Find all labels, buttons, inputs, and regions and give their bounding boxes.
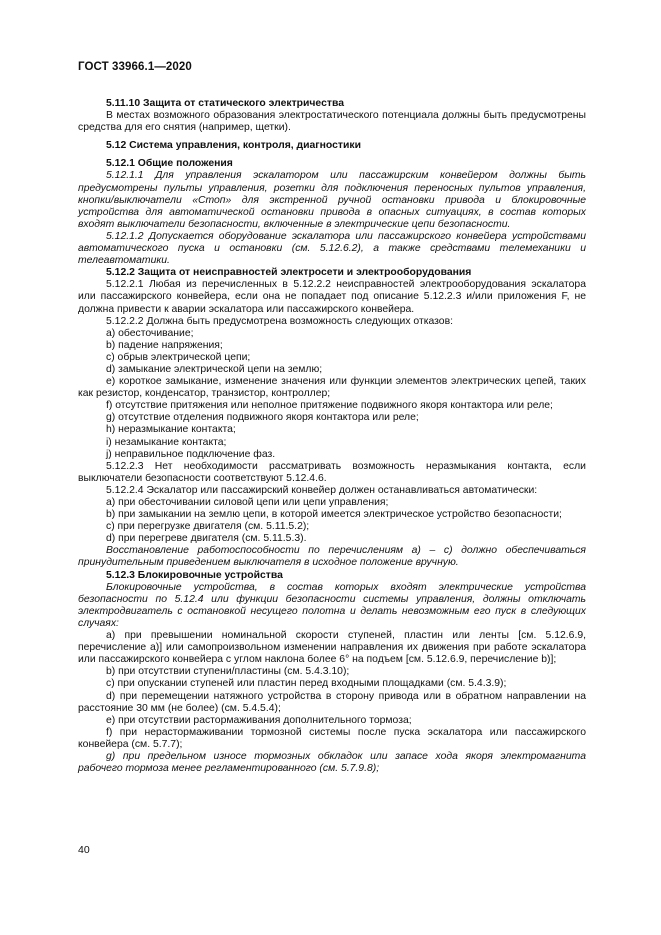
heading-5-12-3: 5.12.3 Блокировочные устройства	[106, 569, 283, 581]
list-item: b) при отсутствии ступени/пластины (см. 5.4.3.10);	[106, 666, 350, 678]
page-number: 40	[78, 844, 90, 856]
paragraph-5-12-2-1: 5.12.2.1 Любая из перечисленных в 5.12.2.2 неисправностей электрооборудования эскалатора или пассажирского конвейера, если она не попадает под описание 5.12.2.3 и/или приложения F, не должна привести к аварии эскалатора или пассажирского конвейера.	[78, 279, 586, 315]
document-header: ГОСТ 33966.1—2020	[78, 61, 192, 73]
list-item: h) неразмыкание контакта;	[106, 424, 236, 436]
heading-5-12-2: 5.12.2 Защита от неисправностей электросети и электрооборудования	[106, 267, 472, 279]
list-item: a) при обесточивании силовой цепи или цепи управления;	[106, 497, 389, 508]
list-item: c) при перегрузке двигателя (см. 5.11.5.2);	[106, 521, 310, 533]
paragraph-restore-note: Восстановление работоспособности по перечислениям a) – c) должно обеспечиваться принудительным приведением выключателя в исходное положение вручную.	[78, 545, 586, 569]
paragraph-5-11-10: В местах возможного образования электростатического потенциала должны быть предусмотрены средства для его снятия (например, щетки).	[78, 110, 586, 134]
list-item: d) замыкание электрической цепи на землю;	[106, 363, 323, 375]
paragraph-5-12-2-4: 5.12.2.4 Эскалатор или пассажирский конвейер должен останавливаться автоматически:	[106, 484, 538, 496]
paragraph-5-12-2-3: 5.12.2.3 Нет необходимости рассматривать возможность неразмыкания контакта, если выключатели безопасности соответствуют 5.12.4.6.	[78, 460, 586, 484]
paragraph-5-12-1-1: 5.12.1.1 Для управления эскалатором или пассажирским конвейером должны быть предусмотрены пульты управления, розетки для подключения переносных пультов управления, кнопки/выключатели «Стоп» для экстренной ручной остановки привода и блокировочные устройства для автоматической остановки привода в опасных ситуациях, в состав которых входят выключатели безопасности, включенные в электрические цепи безопасности.	[78, 170, 586, 230]
list-item: f) отсутствие притяжения или неполное притяжение подвижного якоря контактора или реле;	[106, 400, 553, 412]
list-item: e) короткое замыкание, изменение значения или функции элементов электрических цепей, таких как резистор, конденсатор, транзистор, контроллер;	[78, 376, 586, 400]
list-item: b) при замыкании на землю цепи, в которой имеется электрическое устройство безопасности;	[106, 509, 562, 521]
paragraph-5-12-1-2: 5.12.1.2 Допускается оборудование эскалатора или пассажирского конвейера устройствами автоматического пуска и остановки (см. 5.12.6.2), а также средствами телемеханики и телеавтоматики.	[78, 230, 586, 267]
list-item: g) отсутствие отделения подвижного якоря контактора или реле;	[106, 412, 419, 424]
list-item: j) неправильное подключение фаз.	[106, 448, 276, 460]
list-item: g) при предельном износе тормозных обкладок или запасе хода якоря электромагнита рабочего тормоза менее регламентированного (см. 5.7.9.8);	[78, 750, 586, 775]
heading-5-11-10: 5.11.10 Защита от статического электричества	[106, 98, 344, 109]
list-item: a) обесточивание;	[106, 327, 194, 339]
list-item: e) при отсутствии растормаживания дополнительного тормоза;	[106, 714, 412, 726]
list-item: f) при нерастормаживании тормозной системы после пуска эскалатора или пассажирского конвейера (см. 5.7.7);	[78, 726, 586, 750]
paragraph-5-12-3-intro: Блокировочные устройства, в состав которых входят электрические устройства безопасности по 5.12.4 или функции безопасности системы управления, должны отключать электродвигатель с остановкой несущего полотна и делать невозможным его пуск в следующих случаях:	[78, 581, 586, 629]
list-item: c) обрыв электрической цепи;	[106, 351, 251, 363]
heading-5-12: 5.12 Система управления, контроля, диагностики	[106, 140, 361, 152]
paragraph-5-12-2-2: 5.12.2.2 Должна быть предусмотрена возможность следующих отказов:	[106, 315, 453, 327]
list-item: a) при превышении номинальной скорости ступеней, пластин или ленты [см. 5.12.6.9, перечисление a)] или самопроизвольном изменении направления их движения при работе эскалатора или пассажирского конвейера с углом наклона более 6° на подъем [см. 5.12.6.9, перечисление b)];	[78, 630, 586, 666]
list-item: d) при перегреве двигателя (см. 5.11.5.3).	[106, 533, 307, 545]
list-item: c) при опускании ступеней или пластин перед входными площадками (см. 5.4.3.9);	[106, 678, 507, 690]
list-item: b) падение напряжения;	[106, 339, 223, 351]
list-item: i) незамыкание контакта;	[106, 436, 227, 448]
list-item: d) при перемещении натяжного устройства в сторону привода или в обратном направлении на расстояние 30 мм (не более) (см. 5.4.5.4);	[78, 690, 586, 714]
document-body	[78, 92, 586, 775]
heading-5-12-1: 5.12.1 Общие положения	[106, 158, 233, 170]
